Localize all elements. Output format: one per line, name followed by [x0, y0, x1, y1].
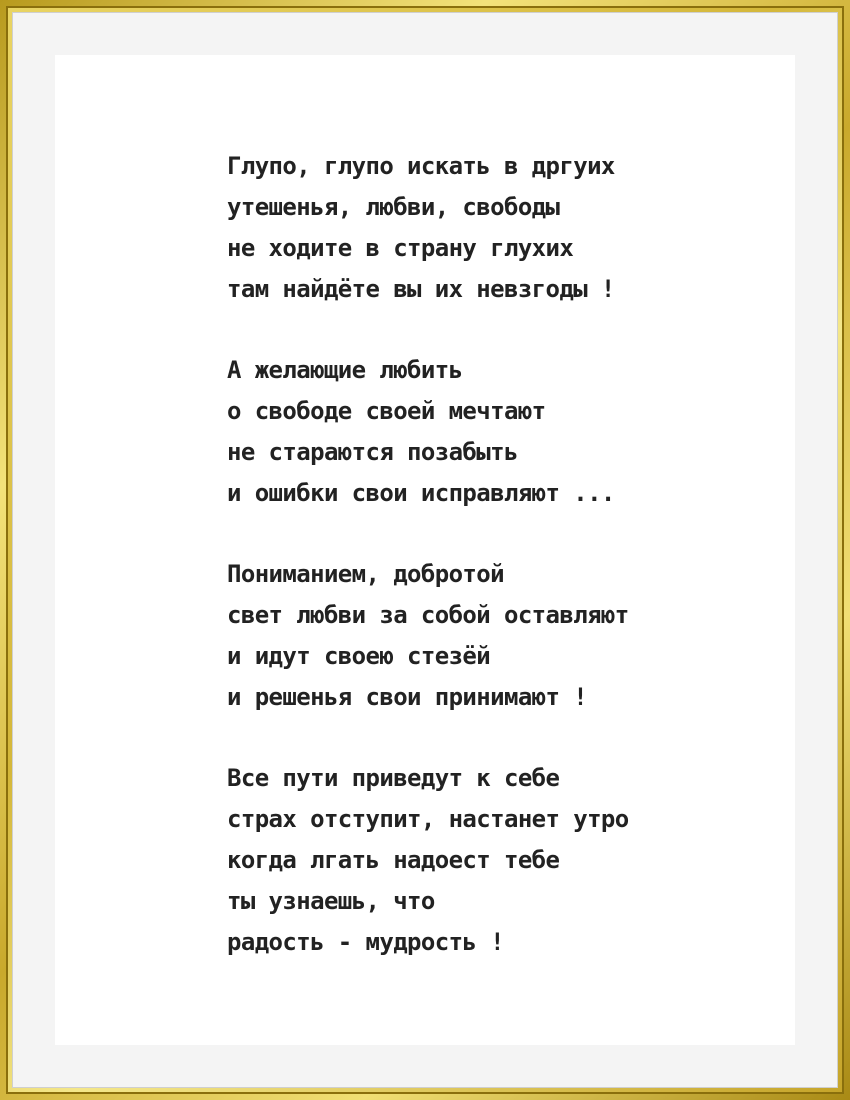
- poem-line: Все пути приведут к себе: [227, 764, 560, 792]
- poem-line: о свободе своей мечтают: [227, 397, 546, 425]
- poem-line: и решенья свои принимают !: [227, 683, 588, 711]
- poem-line: ты узнаешь, что: [227, 887, 435, 915]
- poem-line: и ошибки свои исправляют ...: [227, 479, 615, 507]
- stanza-1: [227, 146, 787, 310]
- stanza-4: [227, 758, 787, 963]
- stanza-3: [227, 554, 787, 718]
- poem-line: утешенья, любви, свободы: [227, 193, 560, 221]
- poem-line: Глупо, глупо искать в дргуих: [227, 152, 615, 180]
- poem-line: Пониманием, добротой: [227, 560, 504, 588]
- poem-line: не стараются позабыть: [227, 438, 518, 466]
- poem-line: страх отступит, настанет утро: [227, 805, 629, 833]
- poem-line: А желающие любить: [227, 356, 463, 384]
- stanza-2: [227, 350, 787, 514]
- poem-text: [227, 146, 787, 1003]
- poem-line: там найдёте вы их невзгоды !: [227, 275, 615, 303]
- poem-line: не ходите в страну глухих: [227, 234, 574, 262]
- poem-line: когда лгать надоест тебе: [227, 846, 560, 874]
- poem-line: радость - мудрость !: [227, 928, 504, 956]
- poem-line: свет любви за собой оставляют: [227, 601, 629, 629]
- poem-line: и идут своею стезёй: [227, 642, 491, 670]
